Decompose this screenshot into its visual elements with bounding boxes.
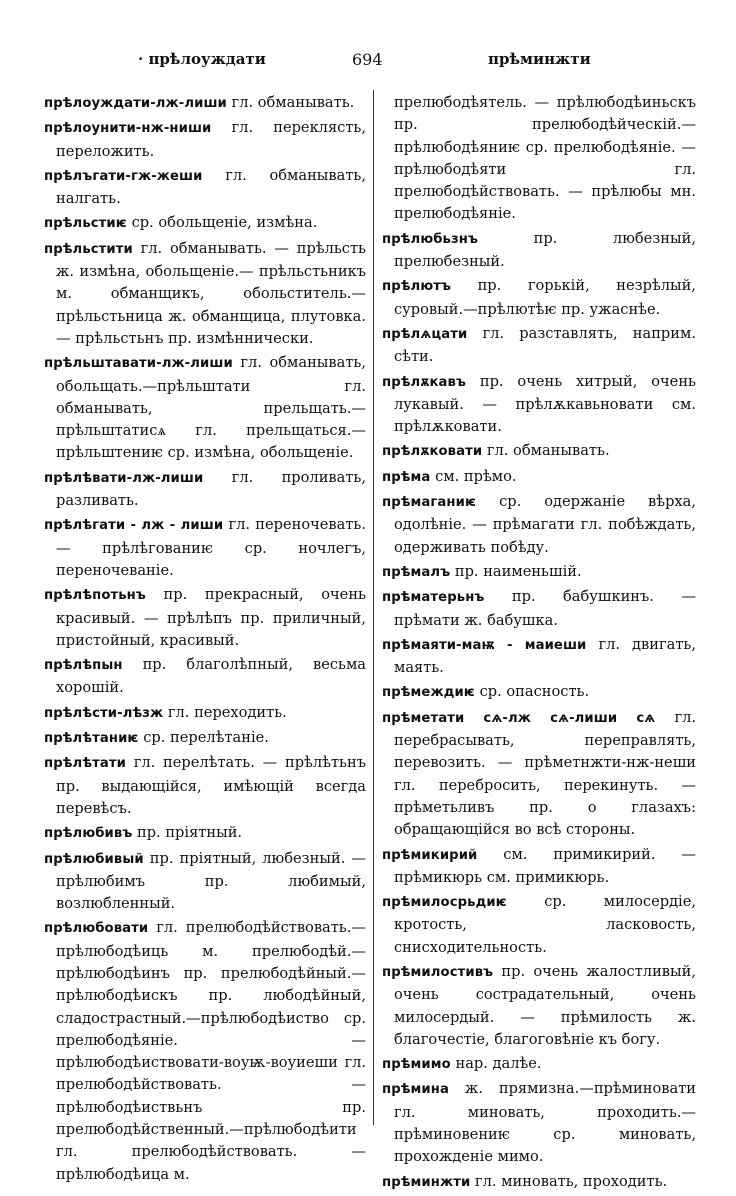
entry-definition: ср. одержаніе вѣрха, одолѣніе. — прѣмагати гл. побѣждать, одерживать побѣду.: [394, 493, 696, 556]
entry-headword: прѣлѣпын: [44, 658, 123, 674]
entry-definition: гл. обманывать.: [226, 94, 355, 111]
page-header: [0, 50, 736, 80]
entry-definition: см. примикирий. — прѣмикюрь см. примикюрь.: [394, 845, 696, 886]
dictionary-entry: [44, 752, 366, 820]
entry-definition: гл. перелѣтать. — прѣлѣтьнъ пр. выдающійся, имѣющій всегда перевѣсъ.: [56, 754, 366, 817]
entry-headword: прѣмилосрьдиѥ: [382, 895, 507, 911]
entry-headword: прѣлѣпотьнъ: [44, 588, 146, 604]
entry-headword: прѣмеждиѥ: [382, 685, 475, 701]
entry-definition: пр. пріятный, любезный. —прѣлюбимъ пр. любимый, возлюбленный.: [56, 849, 366, 913]
dictionary-entry: [44, 702, 366, 725]
entry-headword: прѣлѫкавъ: [382, 374, 466, 390]
entry-definition: гл. перебрасывать, переправлять, перевозить. — прѣметнжти-нж-неши гл. перебросить, перекинуть. — прѣметьливъ пр. о глазахъ: обращающійся во всѣ стороны.: [394, 708, 696, 839]
entry-headword: прѣлюбовати: [44, 921, 149, 937]
entry-definition: ж. прямизна.—прѣминовати гл. миновать, проходить.—прѣминовениѥ ср. миновать, прохожденіе мимо.: [394, 1080, 696, 1166]
dictionary-entry: [382, 1053, 696, 1076]
entry-definition: ср. перелѣтаніе.: [138, 729, 269, 747]
dictionary-entry: [44, 117, 366, 163]
entry-definition: ср. обольщеніе, измѣна.: [126, 214, 318, 232]
header-right-catchword: прѣминжти: [488, 50, 591, 68]
dictionary-entry: [382, 1171, 696, 1194]
entry-headword: прѣлюбьзнъ: [382, 231, 478, 247]
entry-headword: прѣльстиѥ: [44, 216, 127, 232]
entry-definition: нар. далѣе.: [450, 1055, 542, 1073]
entry-definition: гл. проливать, разливать.: [56, 468, 366, 510]
entry-definition: пр. очень жалостливый, очень сострадательный, очень милосердый. — прѣмилость ж. благочестіе, благоговѣніе къ богу.: [394, 962, 696, 1048]
entry-definition: прелюбодѣятель. — прѣлюбодѣиньскъ пр. прелюбодѣйческій.— прѣлюбодѣяниѥ ср. прелюбодѣяніе. — прѣлюбодѣяти гл. прелюбодѣйствовать. — прѣлюбы мн. прелюбодѣяніе.: [394, 94, 696, 223]
dictionary-entry: [44, 352, 366, 464]
entry-headword: прѣмаяти-маѭ - маиеши: [382, 637, 587, 653]
entry-headword: прѣма: [382, 469, 431, 485]
entry-headword: прѣлѣтаниѥ: [44, 731, 139, 747]
entry-definition: пр. прекрасный, очень красивый. — прѣлѣпъ пр. приличный, пристойный, красивый.: [56, 586, 366, 649]
entry-definition: гл. двигать, маять.: [394, 635, 696, 677]
entry-headword: прѣмимо: [382, 1057, 451, 1073]
entry-definition: пр. горькій, незрѣлый, суровый.—прѣлютѣѥ пр. ужаснѣе.: [394, 277, 696, 318]
dictionary-entry: [44, 727, 366, 750]
dictionary-entry: [382, 681, 696, 704]
entry-definition: пр. очень хитрый, очень лукавый. — прѣлѫкавьновати см. прѣлѫковати.: [394, 372, 696, 436]
dictionary-entry: [44, 848, 366, 916]
entry-definition: ср. опасность.: [474, 683, 590, 701]
dictionary-entry: [44, 514, 366, 582]
dictionary-entry: [382, 707, 696, 842]
entry-headword: прѣмина: [382, 1082, 449, 1098]
entry-headword: прѣлоунити-нж-ниши: [44, 121, 212, 137]
entry-definition: пр. наименьшій.: [450, 562, 582, 580]
entry-definition: гл. разставлять, наприм. сѣти.: [394, 324, 696, 366]
dictionary-entry: [382, 561, 696, 584]
dictionary-entry: [382, 371, 696, 439]
entry-definition: гл. переходить.: [163, 703, 287, 721]
entry-definition: пр. бабушкинъ. — прѣмати ж. бабушка.: [394, 588, 696, 629]
entry-headword: прѣлѧцати: [382, 326, 468, 342]
entry-headword: прѣльштавати-лж-лиши: [44, 356, 233, 372]
entry-headword: прѣлѫковати: [382, 444, 483, 460]
left-column: [44, 92, 366, 1188]
header-left-catchword: · прѣлоуждати: [138, 50, 266, 68]
entry-definition: пр. пріятный.: [132, 824, 243, 842]
entry-headword: прѣмаганиѥ: [382, 495, 477, 511]
dictionary-entry: [44, 165, 366, 211]
entry-definition: см. прѣмо.: [430, 467, 517, 485]
entry-headword: прѣмалъ: [382, 564, 451, 580]
dictionary-entry: [44, 92, 366, 115]
entry-headword: прѣлъгати-гж-жеши: [44, 168, 203, 184]
dictionary-entry: [44, 467, 366, 513]
dictionary-entry: [382, 1078, 696, 1168]
entry-definition: гл. обманывать, обольщать.—прѣльштати гл. обманывать, прельщать.—прѣльштатисѧ гл. прельщаться.—прѣльштениѥ ср. измѣна, обольщеніе.: [56, 354, 366, 462]
dictionary-entry: [382, 891, 696, 959]
entry-definition: пр. любезный, прелюбезный.: [394, 229, 696, 271]
entry-headword: прѣмилостивъ: [382, 964, 494, 980]
entry-headword: прѣлѣтати: [44, 756, 126, 772]
dictionary-entry: [44, 212, 366, 235]
dictionary-entry: [382, 440, 696, 463]
entry-headword: прѣминжти: [382, 1174, 471, 1190]
dictionary-entry: [382, 491, 696, 559]
entry-headword: прѣлюбивый: [44, 851, 144, 867]
entry-headword: прѣмикирий: [382, 847, 478, 863]
dictionary-entry: [44, 584, 366, 652]
entry-headword: прѣлоуждати-лж-лиши: [44, 96, 227, 111]
entry-definition: ср. милосердіе, кротость, ласковость, снисходительность.: [394, 893, 696, 956]
entry-definition: гл. обманывать.: [482, 442, 610, 460]
entry-definition: гл. прелюбодѣйствовать.—прѣлюбодѣиць м. прелюбодѣй.—прѣлюбодѣинъ пр. прелюбодѣйный.—прѣлюбодѣискъ пр. любодѣйный, сладострастный.—прѣлюбодѣиство ср. прелюбодѣяніе. — прѣлюбодѣиствовати-воуѭ-воуиеши гл. прелюбодѣйствовать. — прѣлюбодѣиствьнъ пр. прелюбодѣйственный.—прѣлюбодѣити гл. прелюбодѣйствовать. — прѣлюбодѣица м.: [56, 919, 366, 1183]
entry-headword: прѣлюбивъ: [44, 826, 133, 842]
dictionary-entry: [382, 228, 696, 274]
right-column: [382, 92, 696, 1196]
dictionary-entry: [44, 822, 366, 845]
dictionary-entry: [44, 654, 366, 700]
entry-definition: гл. обманывать, налгать.: [56, 166, 366, 208]
entry-headword: прѣлѣгати - лж - лиши: [44, 518, 224, 534]
entry-definition: гл. переночевать. — прѣлѣгованиѥ ср. ночлегъ, переночеваніе.: [56, 516, 366, 579]
dictionary-entry: [44, 917, 366, 1186]
dictionary-entry: [382, 275, 696, 321]
dictionary-entry: [382, 92, 696, 226]
column-divider: [373, 90, 374, 1125]
entry-headword: прѣлѣсти-лѣзж: [44, 705, 164, 721]
entry-definition: гл. переклясть, переложить.: [56, 119, 366, 160]
dictionary-entry: [382, 586, 696, 632]
entry-definition: гл. миновать, проходить.: [470, 1172, 668, 1190]
dictionary-entry: [382, 634, 696, 680]
entry-headword: прѣлѣвати-лж-лиши: [44, 470, 204, 486]
entry-definition: пр. благолѣпный, весьма хорошій.: [56, 656, 366, 697]
dictionary-entry: [382, 844, 696, 890]
dictionary-entry: [382, 961, 696, 1051]
dictionary-entry: [382, 466, 696, 489]
entry-definition: гл. обманывать. — прѣльсть ж. измѣна, обольщеніе.— прѣльстьникъ м. обманщикъ, обольститель.—прѣльстьница ж. обманщица, плутовка. — прѣльстьнъ пр. измѣннически.: [56, 239, 366, 347]
entry-headword: прѣльстити: [44, 241, 133, 257]
dictionary-entry: [44, 238, 366, 350]
entry-headword: прѣлютъ: [382, 279, 451, 295]
entry-headword: прѣматерьнъ: [382, 590, 485, 606]
entry-headword: прѣметати сѧ-лж сѧ-лиши сѧ: [382, 710, 656, 726]
page-number: 694: [352, 50, 383, 69]
dictionary-entry: [382, 323, 696, 369]
